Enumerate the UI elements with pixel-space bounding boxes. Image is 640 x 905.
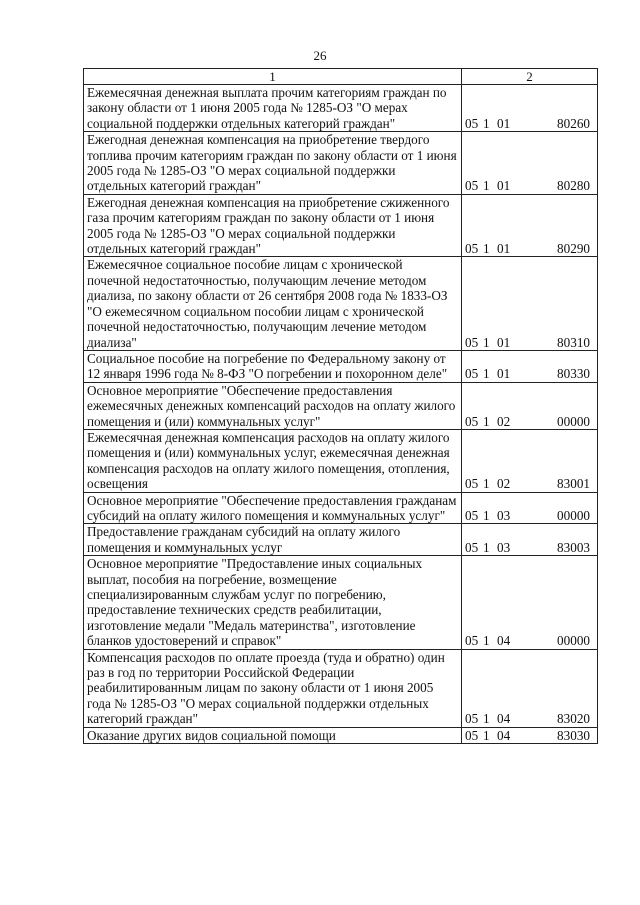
- code-c4: 80310: [557, 334, 590, 350]
- code-c3: 01: [497, 178, 511, 194]
- code-c1: 05: [465, 178, 479, 194]
- row-description: Компенсация расходов по оплате проезда (туда и обратно) один раз в год по территории Российской Федерации реабилитированным лицам по закону области от 1 июня 2005 года № 1285-ОЗ "О мерах социальной поддержки отдельных категорий граждан": [84, 649, 462, 727]
- table-row: [84, 429, 598, 492]
- row-code: [462, 257, 598, 350]
- table-row: [84, 257, 598, 350]
- row-code: [462, 524, 598, 556]
- code-c1: 05: [465, 727, 479, 743]
- code-c2: 1: [483, 178, 490, 194]
- code-c4: 00000: [557, 413, 590, 429]
- code-c2: 1: [483, 115, 490, 131]
- page-number: 26: [313, 48, 327, 63]
- row-code: [462, 382, 598, 429]
- code-c3: 01: [497, 366, 511, 382]
- row-code: [462, 132, 598, 195]
- code-c4: 80280: [557, 178, 590, 194]
- row-description: Ежемесячное социальное пособие лицам с хронической почечной недостаточностью, получающим лечение методом диализа, по закону области от 26 сентября 2008 года № 1833-ОЗ "О ежемесячном социальном пособии лицам с хронической почечной недостаточностью, получающим лечение методом диализа": [84, 257, 462, 350]
- column-header-1: 1: [84, 69, 462, 85]
- budget-classification-table: [83, 68, 598, 744]
- row-description: Оказание других видов социальной помощи: [84, 727, 462, 743]
- code-c2: 1: [483, 366, 490, 382]
- code-c4: 83020: [557, 711, 590, 727]
- code-c1: 05: [465, 539, 479, 555]
- code-c1: 05: [465, 413, 479, 429]
- code-c2: 1: [483, 241, 490, 257]
- row-code: [462, 194, 598, 257]
- code-c4: 00000: [557, 633, 590, 649]
- table-row: [84, 492, 598, 524]
- code-c3: 04: [497, 727, 511, 743]
- table-header-row: [84, 69, 598, 85]
- code-c1: 05: [465, 711, 479, 727]
- code-c3: 03: [497, 539, 511, 555]
- row-description: Социальное пособие на погребение по Федеральному закону от 12 января 1996 года № 8-ФЗ "О погребении и похоронном деле": [84, 350, 462, 382]
- code-c3: 01: [497, 241, 511, 257]
- code-c2: 1: [483, 727, 490, 743]
- code-c1: 05: [465, 507, 479, 523]
- table-row: [84, 727, 598, 743]
- code-c4: 80260: [557, 115, 590, 131]
- code-c1: 05: [465, 366, 479, 382]
- code-c3: 04: [497, 711, 511, 727]
- code-c2: 1: [483, 476, 490, 492]
- code-c3: 01: [497, 115, 511, 131]
- code-c2: 1: [483, 507, 490, 523]
- code-c3: 03: [497, 507, 511, 523]
- code-c3: 04: [497, 633, 511, 649]
- row-code: [462, 727, 598, 743]
- table-row: [84, 649, 598, 727]
- code-c2: 1: [483, 539, 490, 555]
- row-description: Ежегодная денежная компенсация на приобретение сжиженного газа прочим категориям граждан по закону области от 1 июня 2005 года № 1285-ОЗ "О мерах социальной поддержки отдельных категорий граждан": [84, 194, 462, 257]
- code-c1: 05: [465, 115, 479, 131]
- table-row: [84, 194, 598, 257]
- code-c3: 02: [497, 476, 511, 492]
- code-c3: 02: [497, 413, 511, 429]
- row-code: [462, 492, 598, 524]
- row-description: Основное мероприятие "Обеспечение предоставления ежемесячных денежных компенсаций расходов на оплату жилого помещения и (или) коммунальных услуг": [84, 382, 462, 429]
- code-c2: 1: [483, 413, 490, 429]
- table-row: [84, 350, 598, 382]
- code-c4: 83003: [557, 539, 590, 555]
- row-description: Ежемесячная денежная компенсация расходов на оплату жилого помещения и (или) коммунальных услуг, ежемесячная денежная компенсация расходов на оплату жилого помещения, отопления, освещения: [84, 429, 462, 492]
- code-c4: 80290: [557, 241, 590, 257]
- table-row: [84, 132, 598, 195]
- code-c4: 83030: [557, 727, 590, 743]
- table-row: [84, 524, 598, 556]
- code-c1: 05: [465, 633, 479, 649]
- table-row: [84, 382, 598, 429]
- column-header-2: 2: [462, 69, 598, 85]
- code-c3: 01: [497, 334, 511, 350]
- code-c2: 1: [483, 334, 490, 350]
- code-c4: 83001: [557, 476, 590, 492]
- row-code: [462, 85, 598, 132]
- code-c4: 00000: [557, 507, 590, 523]
- code-c1: 05: [465, 476, 479, 492]
- code-c4: 80330: [557, 366, 590, 382]
- table-row: [84, 556, 598, 649]
- row-description: Ежемесячная денежная выплата прочим категориям граждан по закону области от 1 июня 2005 года № 1285-ОЗ "О мерах социальной поддержки отдельных категорий граждан": [84, 85, 462, 132]
- row-description: Ежегодная денежная компенсация на приобретение твердого топлива прочим категориям граждан по закону области от 1 июня 2005 года № 1285-ОЗ "О мерах социальной поддержки отдельных категорий граждан": [84, 132, 462, 195]
- code-c1: 05: [465, 241, 479, 257]
- row-code: [462, 350, 598, 382]
- code-c2: 1: [483, 711, 490, 727]
- row-code: [462, 429, 598, 492]
- row-code: [462, 556, 598, 649]
- row-description: Основное мероприятие "Обеспечение предоставления гражданам субсидий на оплату жилого помещения и коммунальных услуг": [84, 492, 462, 524]
- row-code: [462, 649, 598, 727]
- row-description: Предоставление гражданам субсидий на оплату жилого помещения и коммунальных услуг: [84, 524, 462, 556]
- row-description: Основное мероприятие "Предоставление иных социальных выплат, пособия на погребение, возмещение специализированным службам услуг по погребению, предоставление технических средств реабилитации, изготовление медали "Медаль материнства", изготовление бланков удостоверений и справок": [84, 556, 462, 649]
- table-row: [84, 85, 598, 132]
- code-c1: 05: [465, 334, 479, 350]
- code-c2: 1: [483, 633, 490, 649]
